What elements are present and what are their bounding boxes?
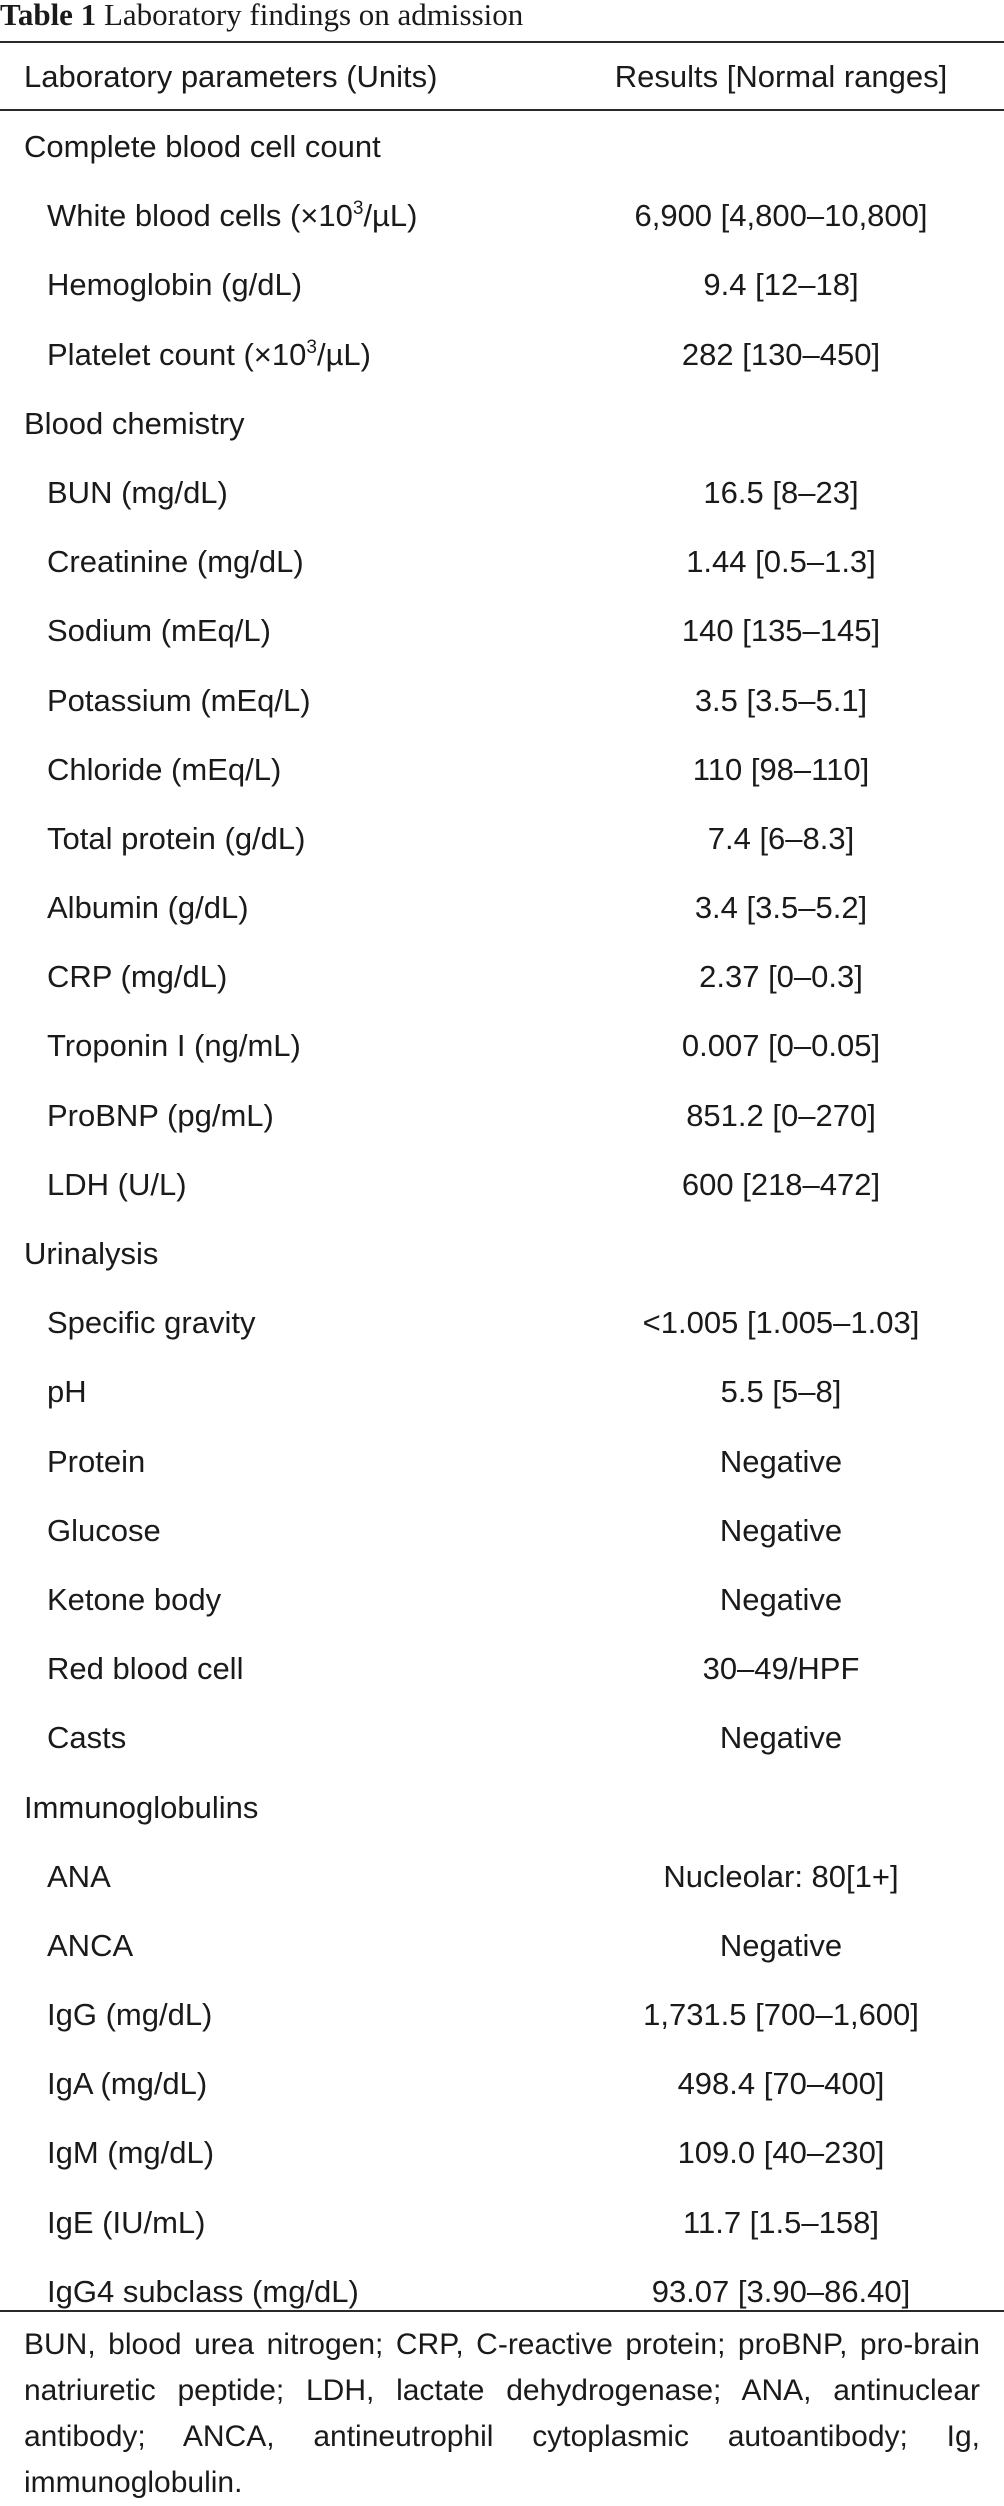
- table-row: [0, 872, 1004, 941]
- result-cell: 6,900 [4,800–10,800]: [634, 198, 928, 234]
- section-heading: Complete blood cell count: [24, 129, 381, 164]
- table-row: [0, 1564, 1004, 1633]
- parameter-cell: Sodium (mEq/L): [47, 613, 271, 649]
- table-row: [0, 1149, 1004, 1218]
- table-body: [0, 111, 1004, 2325]
- table-row: [0, 1356, 1004, 1425]
- parameter-cell: IgE (IU/mL): [47, 2204, 206, 2240]
- parameter-unit: /µL): [316, 336, 371, 372]
- table-row: [0, 319, 1004, 388]
- table-row: [0, 1633, 1004, 1702]
- result-cell: 3.4 [3.5–5.2]: [694, 890, 868, 926]
- table-caption-text: Laboratory findings on admission: [103, 0, 524, 32]
- parameter-cell: ANCA: [47, 1927, 134, 1963]
- table-row: [0, 941, 1004, 1010]
- parameter-cell: Total protein (g/dL): [47, 820, 306, 856]
- table-section-row: [0, 111, 1004, 180]
- result-cell: Negative: [719, 1720, 843, 1756]
- table-row: [0, 1080, 1004, 1149]
- table-footnote: BUN, blood urea nitrogen; CRP, C-reactive protein; proBNP, pro-brain natriuretic peptide; LDH, lactate dehydrogenase; ANA, antinuclear antibody; ANCA, antineutrophil cytoplasmic autoantibody; Ig, immunoglobulin.: [24, 2328, 980, 2499]
- table-row: [0, 665, 1004, 734]
- parameter-cell: Albumin (g/dL): [47, 890, 249, 926]
- table-bottom-rule: [0, 2310, 1004, 2312]
- table-caption-label: Table 1: [0, 0, 97, 32]
- column-header-parameters: Laboratory parameters (Units): [24, 59, 438, 94]
- parameter-unit: /µL): [363, 198, 418, 234]
- result-cell: 30–49/HPF: [702, 1651, 860, 1687]
- table-row: [0, 526, 1004, 595]
- table-row: [0, 1287, 1004, 1356]
- table-caption: [0, 0, 523, 36]
- parameter-cell: Troponin I (ng/mL): [47, 1028, 301, 1064]
- parameter-cell: Glucose: [47, 1512, 161, 1548]
- table-row: [0, 2256, 1004, 2325]
- result-cell: Negative: [719, 1927, 843, 1963]
- result-cell: 11.7 [1.5–158]: [683, 2204, 879, 2240]
- result-cell: 600 [218–472]: [681, 1166, 881, 1202]
- table-row: [0, 2048, 1004, 2117]
- section-heading: Urinalysis: [24, 1236, 159, 1271]
- table-row: [0, 1979, 1004, 2048]
- table-row: [0, 249, 1004, 318]
- result-cell: Nucleolar: 80[1+]: [663, 1858, 899, 1894]
- parameter-cell: Protein: [47, 1443, 146, 1479]
- result-cell: 5.5 [5–8]: [720, 1374, 842, 1410]
- result-cell: 16.5 [8–23]: [703, 474, 859, 510]
- table-section-row: [0, 1218, 1004, 1287]
- table-section-row: [0, 1772, 1004, 1841]
- table-row: [0, 595, 1004, 664]
- parameter-cell: Ketone body: [47, 1581, 222, 1617]
- table-row: [0, 1910, 1004, 1979]
- table-section-row: [0, 388, 1004, 457]
- parameter-text: White blood cells (×10: [47, 198, 353, 234]
- result-cell: 9.4 [12–18]: [703, 267, 859, 303]
- parameter-cell: LDH (U/L): [47, 1166, 187, 1202]
- table-row: [0, 734, 1004, 803]
- result-cell: 282 [130–450]: [681, 336, 881, 372]
- parameter-cell: Potassium (mEq/L): [47, 682, 311, 718]
- parameter-cell: Hemoglobin (g/dL): [47, 267, 303, 303]
- result-cell: 110 [98–110]: [692, 751, 870, 787]
- table-row: [0, 180, 1004, 249]
- result-cell: 93.07 [3.90–86.40]: [651, 2273, 911, 2309]
- parameter-cell: IgG (mg/dL): [47, 1997, 213, 2033]
- table-row: [0, 1495, 1004, 1564]
- parameter-cell: pH: [47, 1374, 87, 1410]
- result-cell: 0.007 [0–0.05]: [681, 1028, 881, 1064]
- result-cell: 498.4 [70–400]: [677, 2066, 885, 2102]
- parameter-cell: IgM (mg/dL): [47, 2135, 215, 2171]
- parameter-cell: Chloride (mEq/L): [47, 751, 282, 787]
- parameter-text: Platelet count (×10: [47, 336, 307, 372]
- result-cell: <1.005 [1.005–1.03]: [642, 1305, 920, 1341]
- result-cell: 7.4 [6–8.3]: [707, 820, 855, 856]
- parameter-cell: IgA (mg/dL): [47, 2066, 208, 2102]
- result-cell: Negative: [719, 1443, 843, 1479]
- result-cell: 3.5 [3.5–5.1]: [694, 682, 868, 718]
- parameter-exponent: 3: [306, 336, 317, 358]
- parameter-cell: ProBNP (pg/mL): [47, 1097, 274, 1133]
- section-heading: Blood chemistry: [24, 405, 245, 441]
- table-row: [0, 2187, 1004, 2256]
- parameter-cell: Casts: [47, 1720, 127, 1756]
- parameter-cell: Red blood cell: [47, 1651, 244, 1687]
- parameter-cell: ANA: [47, 1858, 111, 1894]
- section-heading: Immunoglobulins: [24, 1789, 259, 1825]
- table-row: [0, 803, 1004, 872]
- parameter-cell: CRP (mg/dL): [47, 959, 228, 995]
- column-header-results: Results [Normal ranges]: [614, 59, 948, 94]
- parameter-cell: [47, 198, 417, 234]
- parameter-cell: IgG4 subclass (mg/dL): [47, 2273, 359, 2309]
- result-cell: Negative: [719, 1581, 843, 1617]
- table-row: [0, 1702, 1004, 1771]
- parameter-cell: Specific gravity: [47, 1305, 256, 1341]
- result-cell: 140 [135–145]: [681, 613, 881, 649]
- result-cell: 109.0 [40–230]: [677, 2135, 885, 2171]
- table-header: [0, 43, 1004, 109]
- result-cell: 851.2 [0–270]: [686, 1097, 876, 1133]
- table-row: [0, 2117, 1004, 2186]
- parameter-exponent: 3: [352, 198, 364, 220]
- table-row: [0, 1841, 1004, 1910]
- result-cell: 1.44 [0.5–1.3]: [686, 544, 876, 580]
- result-cell: 2.37 [0–0.3]: [699, 959, 863, 995]
- parameter-cell: Creatinine (mg/dL): [47, 544, 304, 580]
- parameter-cell: BUN (mg/dL): [47, 474, 228, 510]
- table-row: [0, 1426, 1004, 1495]
- table-row: [0, 457, 1004, 526]
- result-cell: Negative: [719, 1512, 843, 1548]
- table-row: [0, 1010, 1004, 1079]
- result-cell: 1,731.5 [700–1,600]: [643, 1997, 919, 2033]
- parameter-cell: [47, 337, 371, 373]
